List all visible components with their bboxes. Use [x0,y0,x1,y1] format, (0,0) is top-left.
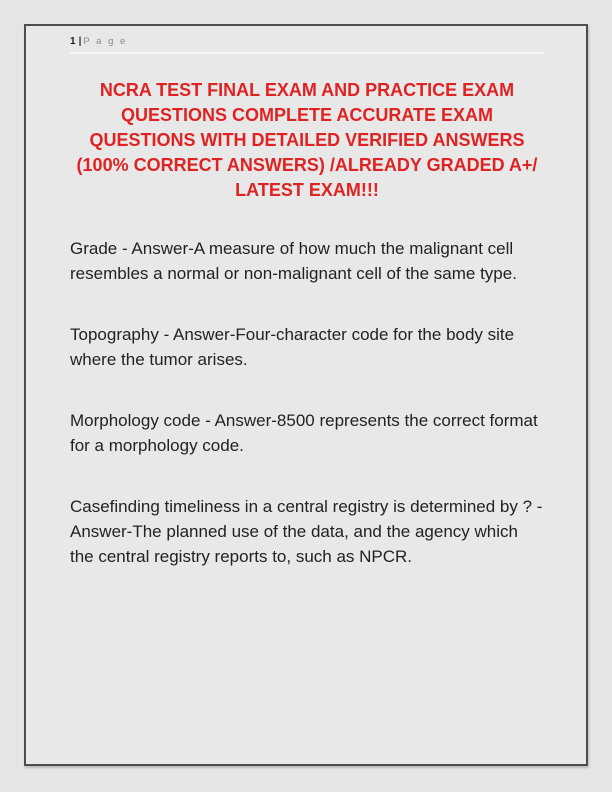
document-title [70,78,544,203]
qa-paragraph-topography: Topography - Answer-Four-character code for the body site where the tumor arises. [70,325,515,369]
header-separator: | [78,36,82,47]
title-line-3: QUESTIONS WITH DETAILED VERIFIED ANSWERS [89,130,525,150]
page-content [26,36,586,569]
title-line-4: (100% CORRECT ANSWERS) /ALREADY GRADED A+/ [76,155,538,175]
page-number: 1 [70,36,76,47]
title-line-1: NCRA TEST FINAL EXAM AND PRACTICE EXAM [99,80,515,100]
qa-paragraph-grade: Grade - Answer-A measure of how much the malignant cell resembles a normal or non-malignant cell of the same type. [70,239,517,283]
page-header [70,36,544,54]
title-line-5: LATEST EXAM!!! [235,180,379,200]
title-line-2: QUESTIONS COMPLETE ACCURATE EXAM [120,105,493,125]
header-page-label: P a g e [83,36,128,47]
qa-paragraph-morphology: Morphology code - Answer-8500 represents the correct format for a morphology code. [70,411,538,455]
document-page [24,24,588,766]
qa-paragraph-casefinding: Casefinding timeliness in a central registry is determined by ? - Answer-The planned use of the data, and the agency which the central registry reports to, such as NPCR. [70,497,543,566]
